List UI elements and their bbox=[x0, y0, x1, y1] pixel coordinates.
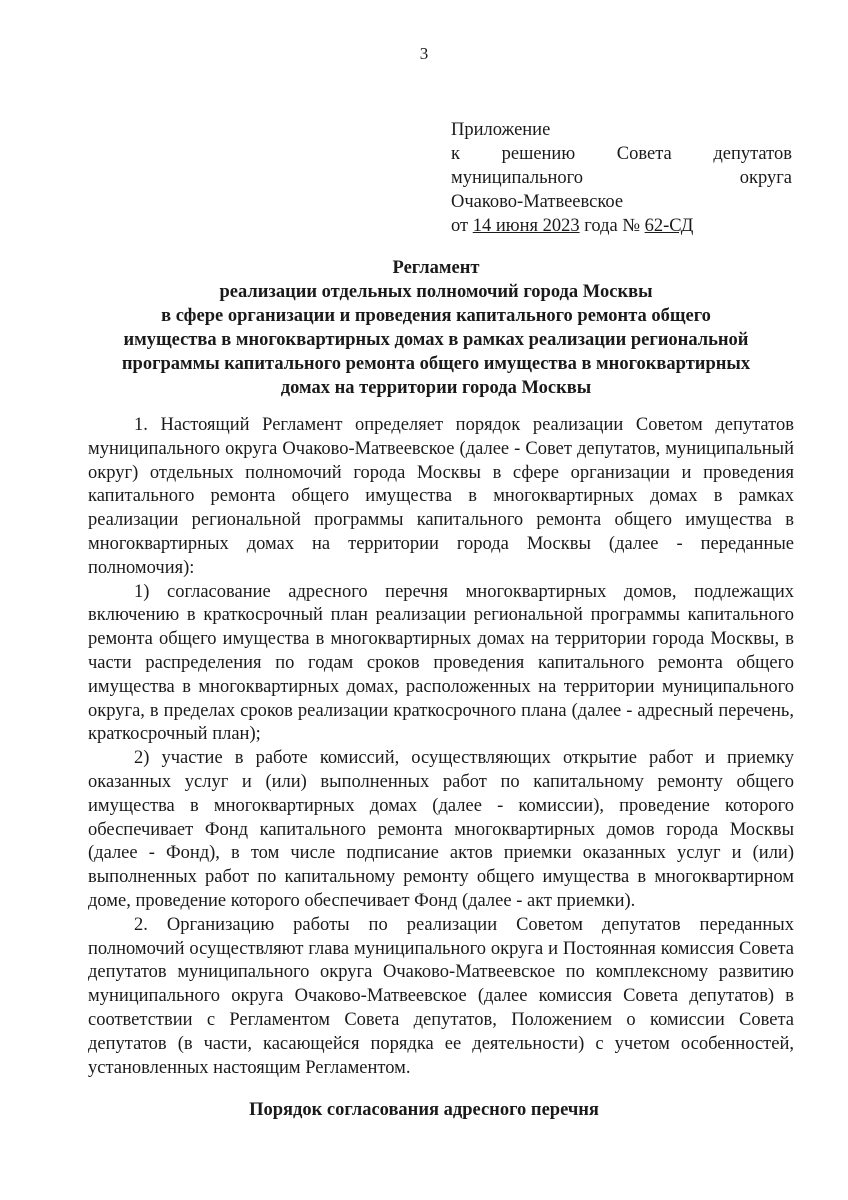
appendix-word: округа bbox=[739, 168, 792, 188]
appendix-word: муниципального bbox=[451, 168, 584, 188]
appendix-word: Совета bbox=[616, 144, 672, 164]
date-prefix: от bbox=[451, 216, 473, 236]
appendix-line-decision bbox=[451, 142, 792, 166]
appendix-title: Приложение bbox=[451, 120, 551, 140]
title-line: домах на территории города Москвы bbox=[280, 378, 592, 398]
appendix-word: решению bbox=[501, 144, 576, 164]
appendix-district-name: Очаково-Матвеевское bbox=[451, 192, 624, 212]
title-line: в сфере организации и проведения капитального ремонта общего bbox=[161, 306, 711, 326]
document-body bbox=[88, 414, 794, 1080]
appendix-word: депутатов bbox=[713, 144, 792, 164]
title-line: Регламент bbox=[392, 258, 480, 278]
appendix-line-district bbox=[451, 166, 792, 190]
date-middle: года № bbox=[579, 216, 645, 236]
decision-date: 14 июня 2023 bbox=[472, 216, 580, 236]
paragraph-1-item-1: 1) согласование адресного перечня многоквартирных домов, подлежащих включению в краткосрочный план реализации региональной программы капитального ремонта общего имущества в многоквартирных домах на территории города Москвы, в части распределения по годам сроков проведения капитального ремонта общего имущества в многоквартирных домах, расположенных на территории муниципального округа, в пределах сроков реализации краткосрочного плана (далее - адресный перечень, краткосрочный план); bbox=[88, 581, 794, 745]
document-title bbox=[80, 256, 792, 400]
paragraph-2: 2. Организацию работы по реализации Советом депутатов переданных полномочий осуществляют глава муниципального округа и Постоянная комиссия Совета депутатов муниципального округа Очаково-Матвеевское по комплексному развитию муниципального округа Очаково-Матвеевское (далее комиссия Совета депутатов) в соответствии с Регламентом Совета депутатов, Положением о комиссии Совета депутатов (в части, касающейся порядка ее деятельности) с учетом особенностей, установленных настоящим Регламентом. bbox=[88, 914, 794, 1078]
page-number: 3 bbox=[419, 44, 429, 63]
title-line: имущества в многоквартирных домах в рамках реализации региональной bbox=[123, 330, 749, 350]
paragraph-1-item-2: 2) участие в работе комиссий, осуществляющих открытие работ и приемку оказанных услуг и (или) выполненных работ по капитальному ремонту общего имущества в многоквартирных домах (далее - комиссии), проведение которого обеспечивает Фонд капитального ремонта многоквартирных домов города Москвы (далее - Фонд), в том числе подписание актов приемки оказанных услуг и (или) выполненных работ по капитальному ремонту общего имущества в многоквартирном доме, проведение которого обеспечивает Фонд (далее - акт приемки). bbox=[88, 748, 794, 911]
appendix-date-line bbox=[451, 214, 792, 238]
title-line: программы капитального ремонта общего имущества в многоквартирных bbox=[121, 354, 751, 374]
appendix-word: к bbox=[451, 144, 460, 164]
title-line: реализации отдельных полномочий города Москвы bbox=[219, 282, 653, 302]
paragraph-1: 1. Настоящий Регламент определяет порядок реализации Советом депутатов муниципального округа Очаково-Матвеевское (далее - Совет депутатов, муниципальный округ) отдельных полномочий города Москвы в сфере организации и проведения капитального ремонта общего имущества в многоквартирных домах в рамках реализации региональной программы капитального ремонта общего имущества в многоквартирных домах на территории города Москвы (далее - переданные полномочия): bbox=[88, 415, 794, 578]
decision-number: 62-СД bbox=[644, 216, 694, 236]
section-heading: Порядок согласования адресного перечня bbox=[249, 1100, 599, 1120]
appendix-block bbox=[451, 118, 792, 238]
